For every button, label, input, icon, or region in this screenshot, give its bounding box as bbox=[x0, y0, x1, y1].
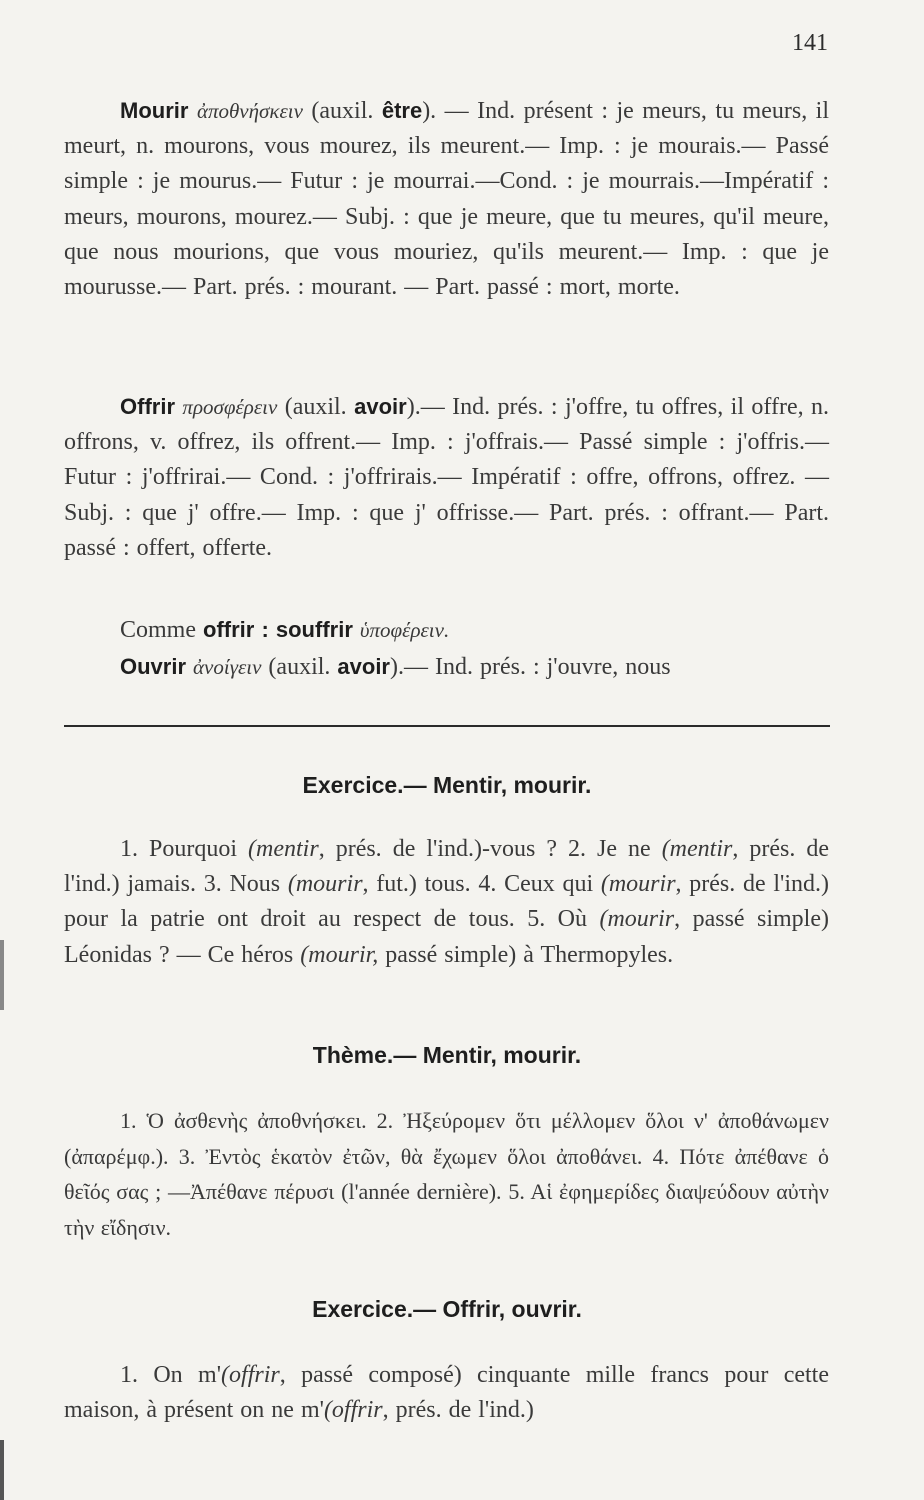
paragraph-mourir bbox=[64, 93, 829, 305]
text-run: , passé simple) Léonidas ? — Ce héros bbox=[64, 906, 829, 968]
verb-heading-ouvrir: Ouvrir bbox=[120, 654, 187, 679]
exercise-text-offrir-ouvrir bbox=[64, 1358, 829, 1428]
horizontal-rule bbox=[64, 725, 830, 727]
verb-heading-offrir: Offrir bbox=[120, 394, 175, 419]
verb-cue: (mourir bbox=[599, 906, 675, 933]
greek-gloss-souffrir: ὑποφέρειν. bbox=[359, 618, 450, 642]
paragraph-comme bbox=[64, 612, 829, 648]
page-number: 141 bbox=[792, 30, 828, 56]
margin-mark bbox=[0, 1440, 4, 1500]
french-gloss: (l'année dernière). bbox=[341, 1179, 502, 1204]
text-run: , prés. de l'ind.) jamais. 3. Nous bbox=[64, 836, 829, 898]
greek-gloss-mourir: ἀποθνήσκειν bbox=[196, 99, 303, 123]
text-run: , prés. de l'ind.) pour la patrie ont droit au respect de tous. 5. Où bbox=[64, 871, 829, 933]
exercise-heading-offrir-ouvrir: Exercice.— Offrir, ouvrir. bbox=[312, 1296, 582, 1322]
text-run: , prés. de l'ind.)-vous ? 2. Je ne bbox=[318, 836, 662, 862]
text-run: , fut.) tous. 4. Ceux qui bbox=[362, 871, 601, 898]
verb-cue: (offrir bbox=[221, 1362, 280, 1388]
aux-open: (auxil. bbox=[302, 98, 382, 124]
verb-cue: (offrir bbox=[323, 1397, 383, 1424]
verb-cue: (mourir bbox=[600, 871, 676, 898]
verb-cue: (mentir bbox=[248, 836, 319, 862]
text-run: , passé composé) cinquante mille francs pour cette maison, à présent on ne m' bbox=[64, 1362, 829, 1424]
theme-heading: Thème.— Mentir, mourir. bbox=[312, 1042, 582, 1068]
greek-text: 5. Αἱ ἐφημερίδες διαψεύδουν αὐτὴν τὴν εἴδησιν. bbox=[64, 1179, 829, 1240]
conjugation-text: ).— Ind. prés. : j'ouvre, nous bbox=[390, 654, 671, 680]
greek-gloss-ouvrir: ἀνοίγειν bbox=[193, 655, 262, 679]
conjugation-text: ).— Ind. prés. : j'offre, tu offres, il offre, n. offrons, v. offrez, ils offrent.— Imp. : j'offrais.— Passé simple : j'offris.— Futur : j'offrirai.— Cond. : j'offrirais.— Impératif : offre, offrons, offrez. — Subj. : que j' offre.— Imp. : que j' offrisse.— Part. prés. : offrant.— Part. passé : offert, offerte. bbox=[64, 394, 830, 561]
comme-prefix: Comme bbox=[120, 617, 203, 643]
paragraph-ouvrir bbox=[64, 649, 829, 685]
text-run: passé simple) à Thermopyles. bbox=[378, 941, 674, 968]
comme-verbs: offrir : souffrir bbox=[203, 617, 353, 642]
text-run: 1. On m' bbox=[120, 1362, 222, 1388]
verb-heading-mourir: Mourir bbox=[120, 98, 189, 123]
aux-open: (auxil. bbox=[261, 654, 338, 680]
aux-verb: avoir bbox=[337, 654, 390, 679]
margin-mark bbox=[0, 940, 4, 1010]
conjugation-text: ). — Ind. présent : je meurs, tu meurs, il meurt, n. mourons, vous mourez, ils meurent.— Imp. : je mourais.— Passé simple : je mourus.— Futur : je mourrai.—Cond. : je mourrais.—Impératif : meurs, mourons, mourez.— Subj. : que je meure, que tu meures, qu'il meure, que nous mourions, que vous mouriez, qu'ils meurent.— Imp. : que je mourusse.— Part. prés. : mourant. — Part. passé : mort, morte. bbox=[64, 98, 830, 301]
aux-open: (auxil. bbox=[277, 394, 355, 420]
text-run: , prés. de l'ind.) bbox=[382, 1397, 534, 1424]
aux-verb: avoir bbox=[354, 394, 407, 419]
greek-gloss-offrir: προσφέρειν bbox=[182, 395, 278, 419]
verb-cue: (mourir bbox=[287, 871, 363, 898]
verb-cue: (mourir, bbox=[300, 941, 379, 968]
theme-text bbox=[64, 1103, 829, 1245]
exercise-heading-mentir-mourir: Exercice.— Mentir, mourir. bbox=[302, 772, 592, 798]
verb-cue: (mentir bbox=[661, 836, 733, 862]
greek-text: 1. Ὁ ἀσθενὴς ἀποθνήσκει. 2. Ἠξεύρομεν ὅτι μέλλομεν ὅλοι ν' ἀποθάνωμεν (ἀπαρέμφ.). 3. Ἐντὸς ἑκατὸν ἐτῶν, θὰ ἔχωμεν ὅλοι ἀποθάνει. 4. Πότε ἀπέθανε ὁ θεῖός σας ; —Ἀπέθανε πέρυσι bbox=[64, 1108, 829, 1204]
text-run: 1. Pourquoi bbox=[120, 836, 249, 862]
exercise-text-mentir-mourir bbox=[64, 832, 829, 973]
aux-verb: être bbox=[381, 98, 423, 123]
paragraph-offrir bbox=[64, 389, 829, 566]
